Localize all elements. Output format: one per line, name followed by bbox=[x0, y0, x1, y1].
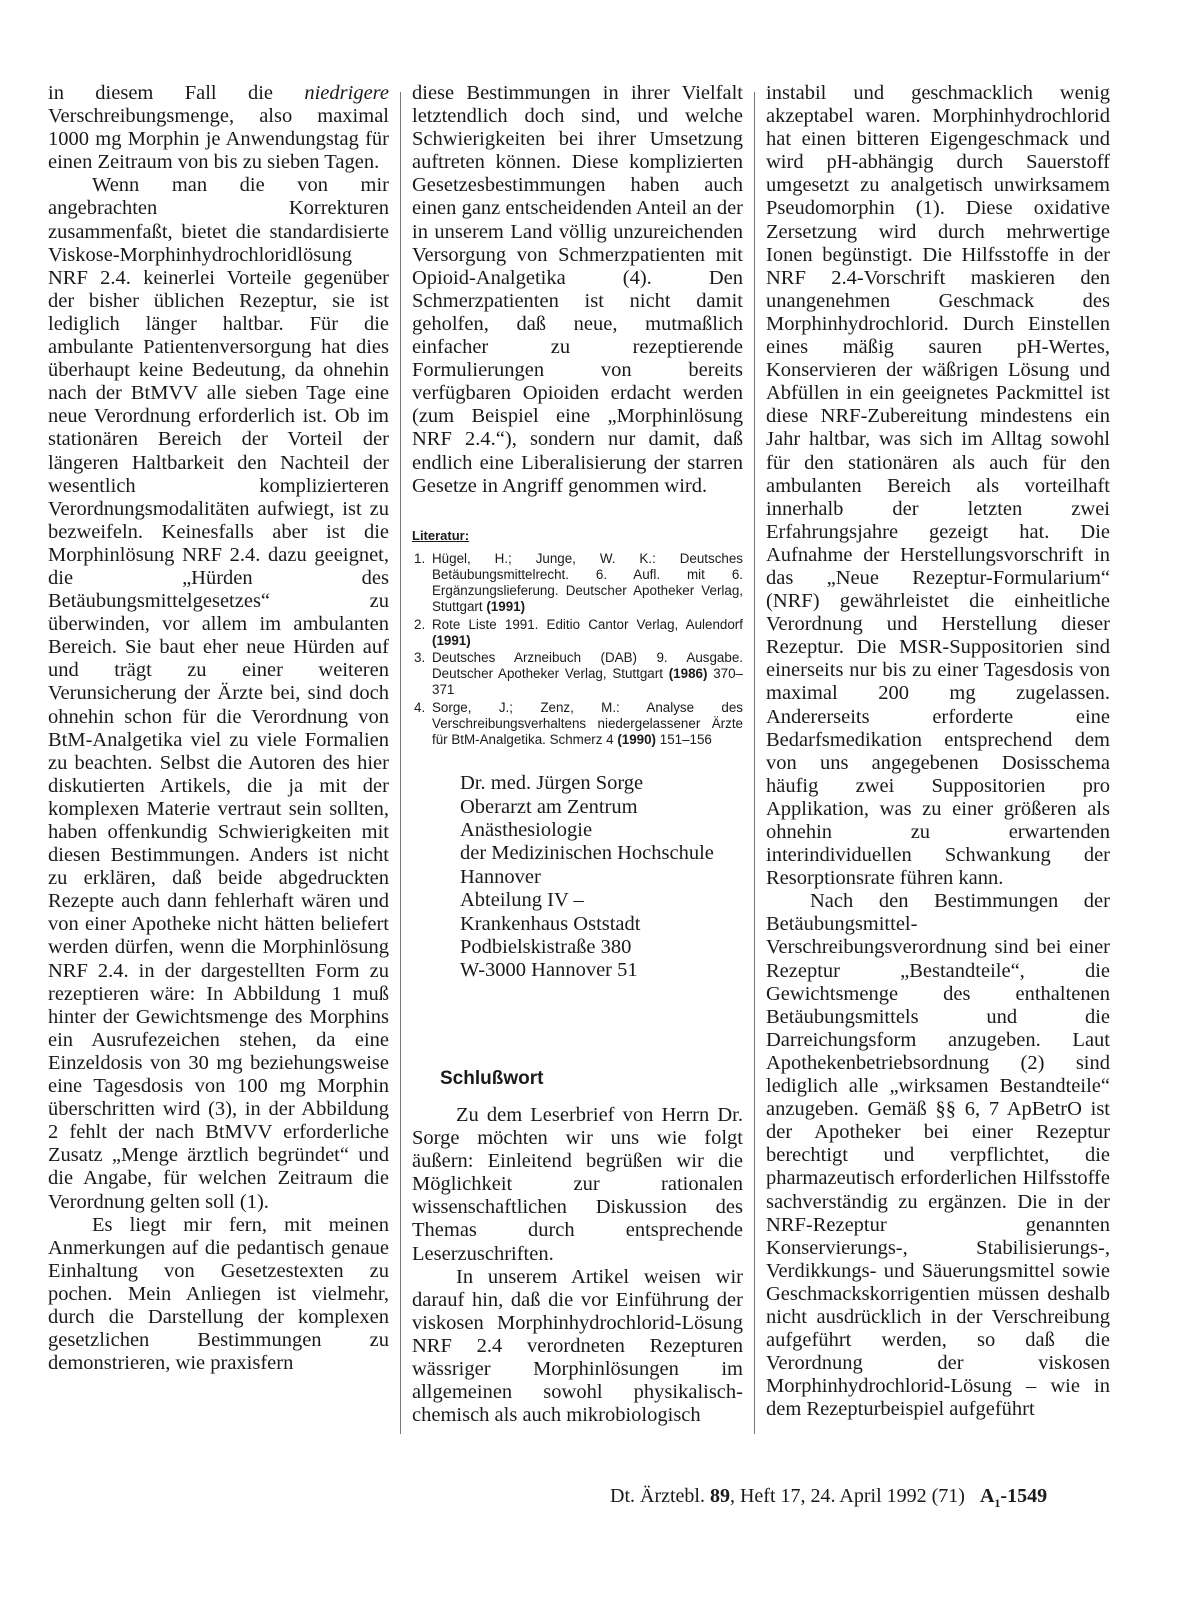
literature-item: 2. Rote Liste 1991. Editio Cantor Verlag, Aulendorf (1991) bbox=[414, 616, 743, 648]
address-line: der Medizinischen Hochschule bbox=[460, 842, 714, 865]
address-line: Anästhesiologie bbox=[460, 819, 593, 842]
address-line: Podbielskistraße 380 bbox=[460, 936, 632, 959]
address-line: Dr. med. Jürgen Sorge bbox=[460, 772, 644, 795]
address-line: W-3000 Hannover 51 bbox=[460, 959, 638, 982]
literature-item: 1. Hügel, H.; Junge, W. K.: Deutsches Betäubungsmittelrecht. 6. Aufl. mit 6. Ergänzungslieferung. Deutscher Apotheker Verlag, Stuttgart (1991) bbox=[414, 550, 743, 615]
literature-item: 4. Sorge, J.; Zenz, M.: Analyse des Verschreibungsverhaltens niedergelassener Ärzte für BtM-Analgetika. Schmerz 4 (1990) 151–156 bbox=[414, 699, 743, 748]
address-line: Krankenhaus Oststadt bbox=[460, 912, 641, 935]
address-line: Hannover bbox=[460, 865, 541, 888]
journal-name: Dt. Ärztebl. bbox=[610, 1485, 710, 1507]
address-line: Oberarzt am Zentrum bbox=[460, 795, 638, 818]
paragraph: Wenn man die von mir angebrachten Korrekturen zusammenfaßt, bietet die standardisierte Viskose-Morphinhydrochloridlösung NRF 2.4. keinerlei Vorteile gegenüber der bisher üblichen Rezeptur, sie ist lediglich länger haltbar. Für die ambulante Patientenversorgung hat dies überhaupt keine Bedeutung, da ohnehin nach der BtMVV alle sieben Tage eine neue Verordnung erforderlich ist. Ob im stationären Bereich der Vorteil der längeren Haltbarkeit den Nachteil der wesentlich komplizierteren Verordnungsmodalitäten aufwiegt, ist zu bezweifeln. Keinesfalls aber ist die Morphinlösung NRF 2.4. dazu geeignet, die „Hürden des Betäubungsmittelgesetzes“ zu überwinden, vor allem im ambulanten Bereich. Sie baut eher neue Hürden auf und trägt zu einer weiteren Verunsicherung der Ärzte bei, sind doch ohnehin schon für die Verordnung von BtM-Analgetika viel zu viele Formalien zu beachten. Selbst die Autoren des hier diskutierten Artikels, die ja mit der komplexen Materie vertraut sein sollten, haben offenkundig Schwierigkeiten mit diesen Bestimmungen. Anders ist nicht zu erklären, daß beide abgedruckten Rezepte auch dann fehlerhaft wären und von einer Apotheke nicht hätten beliefert werden dürfen, wenn die Morphinlösung NRF 2.4. in der dargestellten Form zu rezeptieren wäre: In Abbildung 1 muß hinter der Gewichtsmenge des Morphins ein Ausrufezeichen stehen, da eine Einzeldosis von 30 mg beziehungsweise eine Tagesdosis von 100 mg Morphin überschritten wird (3), in der Abbildung 2 fehlt der nach BtMVV erforderliche Zusatz „Menge ärztlich begründet“ und die Angabe, für welchen Zeitraum die Verordnung gelten soll (1). bbox=[48, 174, 389, 1213]
section-title: Schlußwort bbox=[440, 1067, 544, 1089]
author-address bbox=[460, 772, 743, 983]
literature-item: 3. Deutsches Arzneibuch (DAB) 9. Ausgabe. Deutscher Apotheker Verlag, Stuttgart (1986) 370–371 bbox=[414, 650, 743, 698]
literature-list bbox=[412, 551, 743, 748]
paragraph: in diesem Fall die niedrigere Verschreibungsmenge, also maximal 1000 mg Morphin je Anwendungstag für einen Zeitraum von bis zu sieben Tagen. bbox=[48, 82, 389, 174]
paragraph: Nach den Bestimmungen der Betäubungsmittel-Verschreibungsverordnung sind bei einer Rezeptur „Bestandteile“, die Gewichtsmenge des enthaltenen Betäubungsmittels und die Darreichungsform anzugeben. Laut Apothekenbetriebsordnung (2) sind lediglich alle „wirksamen Bestandteile“ anzugeben. Gemäß §§ 6, 7 ApBetrO ist der Apotheker bei einer Rezeptur berechtigt und verpflichtet, die pharmazeutisch erforderlichen Hilfsstoffe sachverständig zu ergänzen. Die in der NRF-Rezeptur genannten Konservierungs-, Stabilisierungs-, Verdikkungs- und Säuerungsmittel sowie Geschmackskorrigentien müssen deshalb nicht ausdrücklich in der Verschreibung aufgeführt werden, so daß die Verordnung der viskosen Morphinhydrochlorid-Lösung – wie in dem Rezepturbeispiel aufgeführt bbox=[766, 890, 1110, 1421]
literature-heading: Literatur: bbox=[412, 527, 470, 543]
paragraph: Es liegt mir fern, mit meinen Anmerkungen auf die pedantisch genaue Einhaltung von Gesetzestexten zu pochen. Mein Anliegen ist vielmehr, durch die Darstellung der komplexen gesetzlichen Bestimmungen zu demonstrieren, wie praxisfern bbox=[48, 1213, 389, 1375]
issue-info: , Heft 17, 24. April 1992 (71) bbox=[729, 1485, 965, 1507]
column-1 bbox=[48, 82, 389, 1375]
address-line: Abteilung IV – bbox=[460, 889, 584, 912]
volume: 89 bbox=[709, 1485, 730, 1507]
column-rule-left bbox=[400, 92, 401, 1434]
column-3 bbox=[766, 82, 1110, 1421]
column-2 bbox=[412, 82, 743, 1427]
page-footer bbox=[610, 1485, 1150, 1511]
paragraph: instabil und geschmacklich wenig akzeptabel waren. Morphinhydrochlorid hat einen bitteren Eigengeschmack und wird pH-abhängig durch Sauerstoff umgesetzt zu analgetisch unwirksamem Pseudomorphin (1). Diese oxidative Zersetzung wird durch mehrwertige Ionen begünstigt. Die Hilfsstoffe in der NRF 2.4-Vorschrift maskieren den unangenehmen Geschmack des Morphinhydrochlorid. Durch Einstellen eines mäßig sauren pH-Wertes, Konservieren der wäßrigen Lösung und Abfüllen in ein geeignetes Packmittel ist diese NRF-Zubereitung mindestens ein Jahr haltbar, was sich im Alltag sowohl für den stationären als auch für den ambulanten Bereich als vorteilhaft innerhalb der letzten zwei Erfahrungsjahre gezeigt hat. Die Aufnahme der Herstellungsvorschrift in das „Neue Rezeptur-Formularium“ (NRF) gewährleistet die einheitliche Verordnung und Herstellung dieser Rezeptur. Die MSR-Suppositorien sind einerseits nur bis zu einer Tagesdosis von maximal 200 mg zugelassen. Andererseits erforderte eine Bedarfsmedikation entsprechend dem von uns angegebenen Dosisschema häufig zwei Suppositorien pro Applikation, was zu einer größeren als ohnehin zu erwartenden interindividuellen Schwankung der Resorptionsrate führen kann. bbox=[766, 82, 1110, 890]
paragraph: In unserem Artikel weisen wir darauf hin, daß die vor Einführung der viskosen Morphinhydrochlorid-Lösung NRF 2.4 verordneten Rezepturen wässriger Morphinlösungen im allgemeinen sowohl physikalisch-chemisch als auch mikrobiologisch bbox=[412, 1265, 743, 1427]
page-number: $A_1-1549$ bbox=[979, 1485, 1048, 1510]
paragraph: diese Bestimmungen in ihrer Vielfalt letztendlich doch sind, und welche Schwierigkeiten bei ihrer Umsetzung auftreten können. Diese komplizierten Gesetzesbestimmungen haben auch einen ganz entscheidenden Anteil an der in unserem Land völlig unzureichenden Versorgung von Schmerzpatienten mit Opioid-Analgetika (4). Den Schmerzpatienten ist nicht damit geholfen, daß neue, mutmaßlich einfacher zu rezeptierende Formulierungen von bereits verfügbaren Opioiden erdacht werden (zum Beispiel eine „Morphinlösung NRF 2.4.“), sondern nur damit, daß endlich eine Liberalisierung der starren Gesetze in Angriff genommen wird. bbox=[412, 82, 743, 497]
column-rule-right bbox=[754, 92, 755, 1434]
paragraph: Zu dem Leserbrief von Herrn Dr. Sorge möchten wir uns wie folgt äußern: Einleitend begrüßen wir die Möglichkeit zur rationalen wissenschaftlichen Diskussion des Themas durch entsprechende Leserzuschriften. bbox=[412, 1103, 743, 1265]
emphasis: niedrigere bbox=[304, 82, 389, 104]
